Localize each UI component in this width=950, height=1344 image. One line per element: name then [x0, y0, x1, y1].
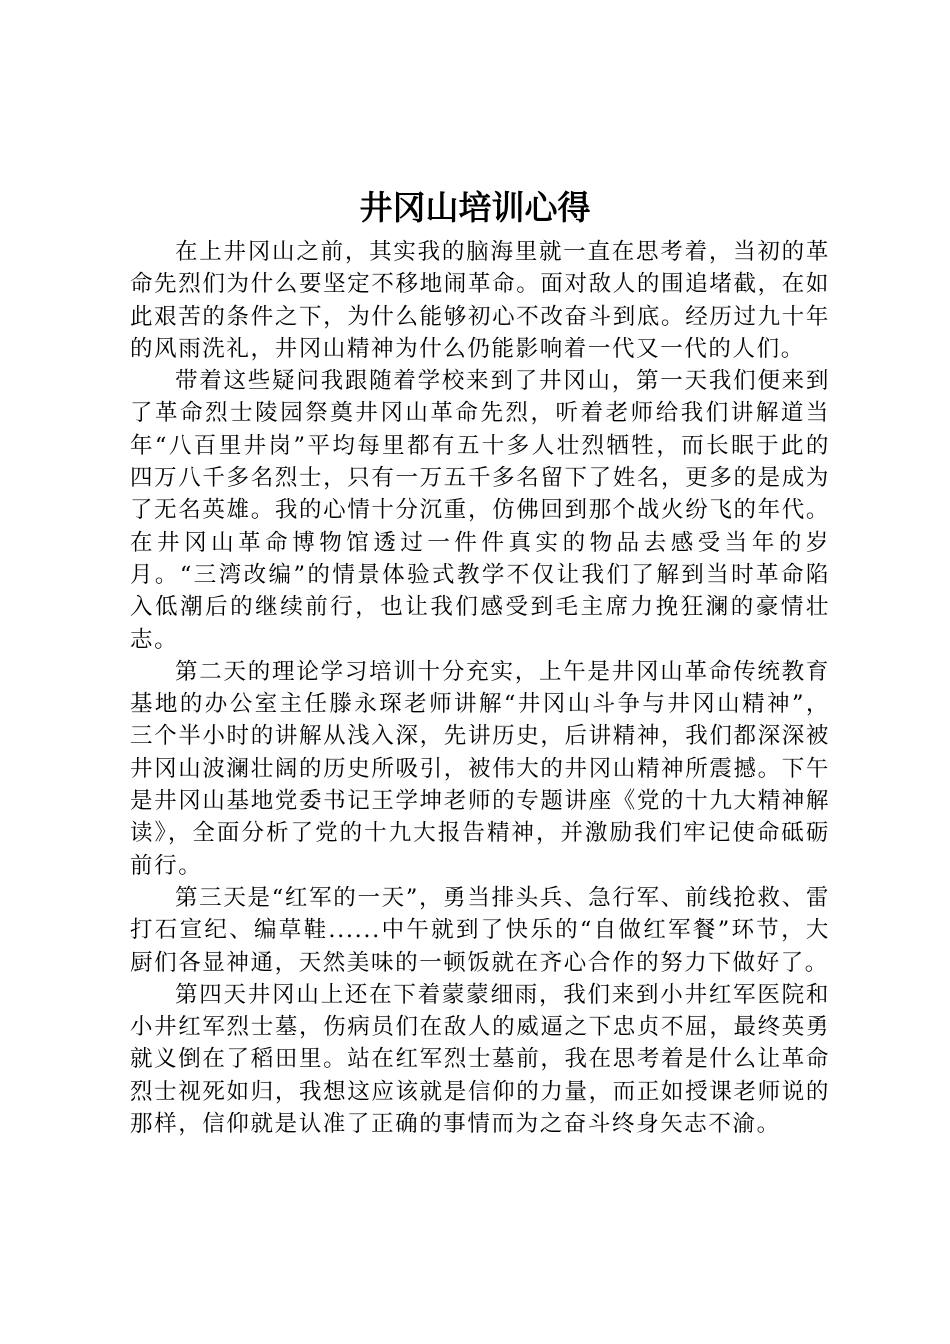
- paragraph-1: 在上井冈山之前，其实我的脑海里就一直在思考着，当初的革命先烈们为什么要坚定不移地闹革命。面对敌人的围追堵截，在如此艰苦的条件之下，为什么能够初心不改奋斗到底。经历过九十年的风雨洗礼，井冈山精神为什么仍能影响着一代又一代的人们。: [130, 239, 830, 362]
- document-title: 井冈山培训心得: [359, 188, 591, 227]
- paragraph-3: 第二天的理论学习培训十分充实，上午是井冈山革命传统教育基地的办公室主任滕永琛老师讲解“井冈山斗争与井冈山精神”，三个半小时的讲解从浅入深，先讲历史，后讲精神，我们都深深被井冈山波澜壮阔的历史所吸引，被伟大的井冈山精神所震撼。下午是井冈山基地党委书记王学坤老师的专题讲座《党的十九大精神解读》，全面分析了党的十九大报告精神，并激励我们牢记使命砥砺前行。: [130, 658, 830, 879]
- paragraph-2: 带着这些疑问我跟随着学校来到了井冈山，第一天我们便来到了革命烈士陵园祭奠井冈山革命先烈，听着老师给我们讲解道当年“八百里井岗”平均每里都有五十多人壮烈牺牲，而长眠于此的四万八千多名烈士，只有一万五千多名留下了姓名，更多的是成为了无名英雄。我的心情十分沉重，仿佛回到那个战火纷飞的年代。在井冈山革命博物馆透过一件件真实的物品去感受当年的岁月。“三湾改编”的情景体验式教学不仅让我们了解到当时革命陷入低潮后的继续前行，也让我们感受到毛主席力挽狂澜的豪情壮志。: [130, 368, 830, 653]
- paragraph-4: 第三天是“红军的一天”，勇当排头兵、急行军、前线抢救、雷打石宣纪、编草鞋......中午就到了快乐的“自做红军餐”环节，大厨们各显神通，天然美味的一顿饭就在齐心合作的努力下做好了。: [130, 884, 830, 976]
- paragraph-5: 第四天井冈山上还在下着蒙蒙细雨，我们来到小井红军医院和小井红军烈士墓，伤病员们在敌人的威逼之下忠贞不屈，最终英勇就义倒在了稻田里。站在红军烈士墓前，我在思考着是什么让革命烈士视死如归，我想这应该就是信仰的力量，而正如授课老师说的那样，信仰就是认准了正确的事情而为之奋斗终身矢志不渝。: [130, 981, 830, 1138]
- document-body: [130, 236, 830, 1140]
